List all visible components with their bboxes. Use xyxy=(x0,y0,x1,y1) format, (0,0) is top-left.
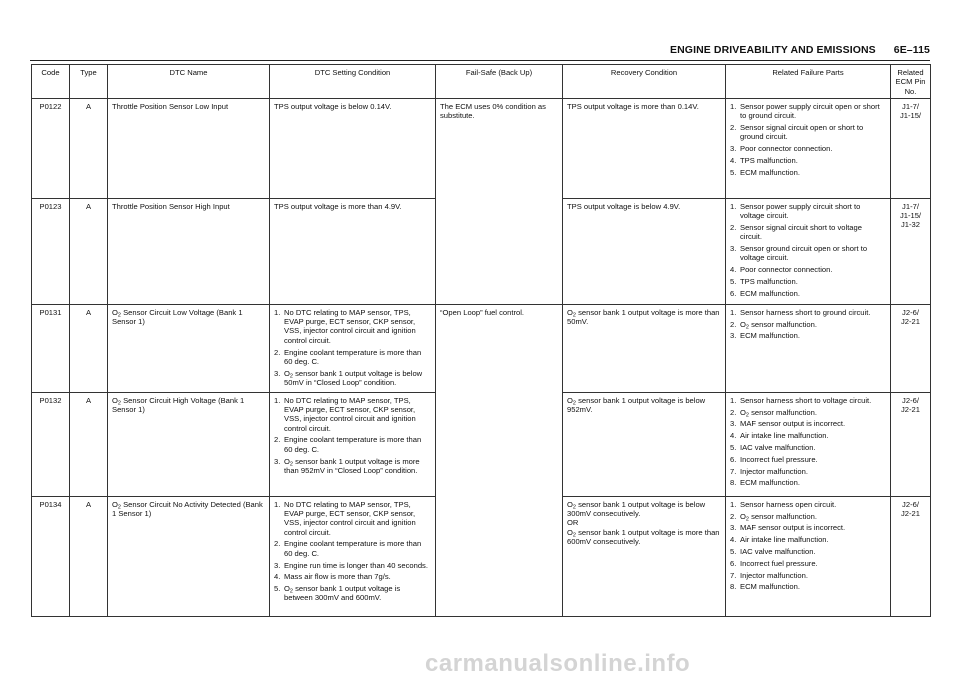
table-row xyxy=(32,304,931,392)
cell-ecm-pin: J1-7/ J1-15/ J1-32 xyxy=(891,198,931,304)
page-header xyxy=(670,44,930,56)
list-item: 8. ECM malfunction. xyxy=(730,582,800,592)
list-item: 1. No DTC relating to MAP sensor, TPS, EVAP purge, ECT sensor, CKP sensor, VSS, injector control circuit and ignition control circuit. xyxy=(274,307,416,345)
cell-setting-condition xyxy=(270,392,436,496)
cell-type: A xyxy=(70,304,108,392)
cell-related-failure-parts xyxy=(726,304,891,392)
list-item: 4. Mass air flow is more than 7g/s. xyxy=(274,572,391,582)
cell-ecm-pin: J2-6/ J2-21 xyxy=(891,496,931,616)
cell-setting-condition xyxy=(270,304,436,392)
list-item: 5. ECM malfunction. xyxy=(730,167,800,177)
list-item: 2. $O_2$ sensor malfunction. xyxy=(730,319,817,331)
list-item: 1. Sensor power supply circuit short to voltage circuit. xyxy=(730,201,861,221)
cell-ecm-pin: J1-7/ J1-15/ xyxy=(891,98,931,198)
list-item: 3. MAF sensor output is incorrect. xyxy=(730,523,846,533)
cell-setting-condition: TPS output voltage is below 0.14V. xyxy=(270,98,436,198)
cell-related-failure-parts xyxy=(726,198,891,304)
cell-related-failure-parts xyxy=(726,98,891,198)
list-item: 2. Engine coolant temperature is more than 60 deg. C. xyxy=(274,539,422,558)
cell-code: P0123 xyxy=(32,198,70,304)
col-header-dtc-name: DTC Name xyxy=(108,65,270,99)
list-item: 2. $O_2$ sensor malfunction. xyxy=(730,511,817,523)
cell-related-failure-parts xyxy=(726,392,891,496)
list-item: 1. Sensor harness open circuit. xyxy=(730,499,837,509)
list-item: 3. Engine run time is longer than 40 seconds. xyxy=(274,560,428,570)
list-item: 1. Sensor harness short to ground circuit. xyxy=(730,307,871,317)
col-header-fail-safe: Fail-Safe (Back Up) xyxy=(436,65,563,99)
list-item: 5. $O_2$ sensor bank 1 output voltage is between 300mV and 600mV. xyxy=(274,584,401,603)
list-item: 3. $O_2$ sensor bank 1 output voltage is below 50mV in “Closed Loop” condition. xyxy=(274,368,423,387)
cell-code: P0122 xyxy=(32,98,70,198)
cell-recovery-condition: $O_2$ sensor bank 1 output voltage is below 952mV. xyxy=(563,392,726,496)
list-item: 4. Air intake line malfunction. xyxy=(730,431,829,441)
cell-dtc-name: $O_2$ Sensor Circuit High Voltage (Bank 1 Sensor 1) xyxy=(108,392,270,496)
cell-code: P0132 xyxy=(32,392,70,496)
cell-dtc-name: Throttle Position Sensor High Input xyxy=(108,198,270,304)
list-item: 3. $O_2$ sensor bank 1 output voltage is more than 952mV in “Closed Loop” condition. xyxy=(274,456,420,475)
list-item: 1. Sensor power supply circuit open or short to ground circuit. xyxy=(730,101,880,121)
cell-ecm-pin: J2-6/ J2-21 xyxy=(891,304,931,392)
list-item: 8. ECM malfunction. xyxy=(730,478,800,488)
cell-type: A xyxy=(70,496,108,616)
list-item: 5. TPS malfunction. xyxy=(730,276,798,286)
table-row xyxy=(32,98,931,198)
page-number: 6E–115 xyxy=(893,44,930,56)
watermark: carmanualsonline.info xyxy=(425,650,691,677)
cell-recovery-condition: $O_2$ sensor bank 1 output voltage is more than 50mV. xyxy=(563,304,726,392)
col-header-type: Type xyxy=(70,65,108,99)
cell-recovery-condition: TPS output voltage is below 4.9V. xyxy=(563,198,726,304)
list-item: 2. Sensor signal circuit short to voltage circuit. xyxy=(730,222,862,242)
list-item: 4. Poor connector connection. xyxy=(730,265,833,275)
list-item: 6. Incorrect fuel pressure. xyxy=(730,454,818,464)
cell-code: P0134 xyxy=(32,496,70,616)
section-title: ENGINE DRIVEABILITY AND EMISSIONS xyxy=(670,44,876,56)
dtc-table xyxy=(31,64,931,617)
cell-ecm-pin: J2-6/ J2-21 xyxy=(891,392,931,496)
list-item: 2. Sensor signal circuit open or short to ground circuit. xyxy=(730,122,864,142)
list-item: 3. ECM malfunction. xyxy=(730,331,800,341)
list-item: 6. ECM malfunction. xyxy=(730,288,800,298)
list-item: 1. Sensor harness short to voltage circuit. xyxy=(730,395,872,405)
cell-type: A xyxy=(70,392,108,496)
cell-setting-condition: TPS output voltage is more than 4.9V. xyxy=(270,198,436,304)
col-header-ecm-pin: Related ECM Pin No. xyxy=(891,65,931,99)
cell-recovery-condition: $O_2$ sensor bank 1 output voltage is below 300mV consecutively. OR $O_2$ sensor bank 1 output voltage is more than 600mV consecutively. xyxy=(563,496,726,616)
list-item: 2. Engine coolant temperature is more than 60 deg. C. xyxy=(274,347,422,366)
cell-fail-safe: The ECM uses 0% condition as substitute. xyxy=(436,98,563,304)
list-item: 3. MAF sensor output is incorrect. xyxy=(730,419,846,429)
header-rule xyxy=(30,60,930,61)
cell-dtc-name: $O_2$ Sensor Circuit Low Voltage (Bank 1 Sensor 1) xyxy=(108,304,270,392)
list-item: 7. Injector malfunction. xyxy=(730,466,808,476)
cell-setting-condition xyxy=(270,496,436,616)
list-item: 3. Sensor ground circuit open or short to voltage circuit. xyxy=(730,244,868,263)
cell-code: P0131 xyxy=(32,304,70,392)
cell-type: A xyxy=(70,198,108,304)
col-header-recovery-condition: Recovery Condition xyxy=(563,65,726,99)
list-item: 2. $O_2$ sensor malfunction. xyxy=(730,407,817,419)
list-item: 2. Engine coolant temperature is more than 60 deg. C. xyxy=(274,435,422,454)
list-item: 4. TPS malfunction. xyxy=(730,155,798,165)
list-item: 6. Incorrect fuel pressure. xyxy=(730,558,818,568)
cell-dtc-name: $O_2$ Sensor Circuit No Activity Detected (Bank 1 Sensor 1) xyxy=(108,496,270,616)
list-item: 7. Injector malfunction. xyxy=(730,570,808,580)
cell-related-failure-parts xyxy=(726,496,891,616)
list-item: 5. IAC valve malfunction. xyxy=(730,442,816,452)
col-header-related-failure-parts: Related Failure Parts xyxy=(726,65,891,99)
cell-type: A xyxy=(70,98,108,198)
cell-dtc-name: Throttle Position Sensor Low Input xyxy=(108,98,270,198)
list-item: 4. Air intake line malfunction. xyxy=(730,535,829,545)
list-item: 3. Poor connector connection. xyxy=(730,144,833,154)
list-item: 1. No DTC relating to MAP sensor, TPS, EVAP purge, ECT sensor, CKP sensor, VSS, injector control circuit and ignition control circuit. xyxy=(274,499,416,537)
cell-recovery-condition: TPS output voltage is more than 0.14V. xyxy=(563,98,726,198)
list-item: 5. IAC valve malfunction. xyxy=(730,546,816,556)
cell-fail-safe: “Open Loop” fuel control. xyxy=(436,304,563,616)
list-item: 1. No DTC relating to MAP sensor, TPS, EVAP purge, ECT sensor, CKP sensor, VSS, injector control circuit and ignition control circuit. xyxy=(274,395,416,433)
col-header-code: Code xyxy=(32,65,70,99)
col-header-setting-condition: DTC Setting Condition xyxy=(270,65,436,99)
table-header-row xyxy=(32,65,931,99)
